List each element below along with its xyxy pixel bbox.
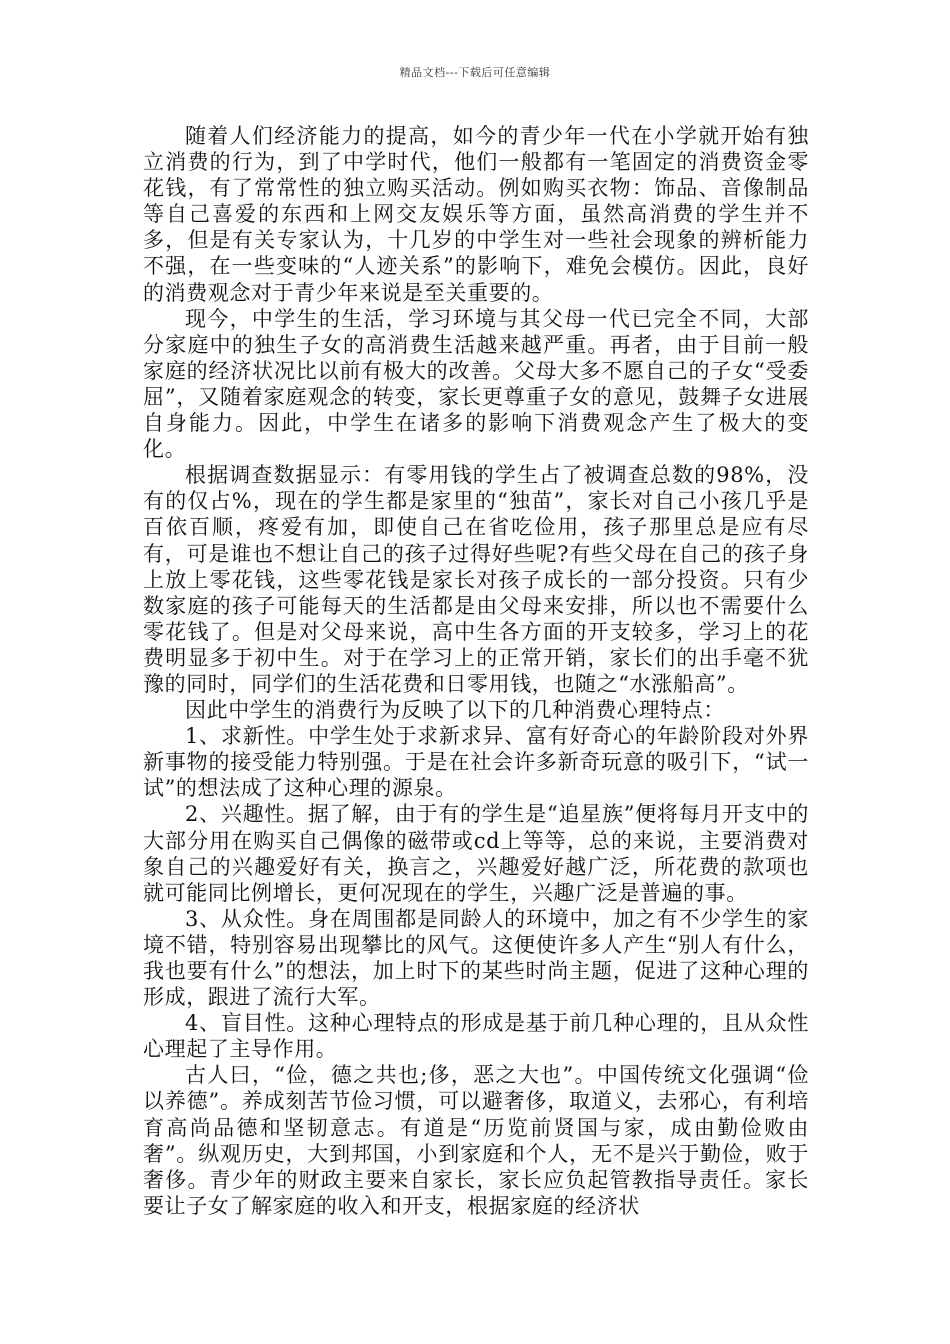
paragraph: 根据调查数据显示：有零用钱的学生占了被调查总数的98%，没有的仅占%，现在的学生都是家里的“独苗”，家长对自己小孩几乎是百依百顺，疼爱有加，即使自己在省吃俭用，孩子那里总是应有尽有，可是谁也不想让自己的孩子过得好些呢?有些父母在自己的孩子身上放上零花钱，这些零花钱是家长对孩子成长的一部分投资。只有少数家庭的孩子可能每天的生活都是由父母来安排，所以也不需要什么零花钱了。但是对父母来说，高中生各方面的开支较多，学习上的花费明显多于初中生。对于在学习上的正常开销，家长们的出手毫不犹豫的同时，同学们的生活花费和日零用钱，也随之“水涨船高”。	[143, 463, 809, 696]
page-header: 精品文档---下载后可任意编辑	[399, 66, 551, 79]
paragraph: 1、求新性。中学生处于求新求异、富有好奇心的年龄阶段对外界新事物的接受能力特别强。于是在社会许多新奇玩意的吸引下，“试一试”的想法成了这种心理的源泉。	[143, 724, 809, 801]
document-body	[143, 123, 809, 1219]
paragraph: 2、兴趣性。据了解，由于有的学生是“追星族”便将每月开支中的大部分用在购买自己偶像的磁带或cd上等等，总的来说，主要消费对象自己的兴趣爱好有关，换言之，兴趣爱好越广泛，所花费的款项也就可能同比例增长，更何况现在的学生，兴趣广泛是普遍的事。	[143, 802, 809, 905]
paragraph: 随着人们经济能力的提高，如今的青少年一代在小学就开始有独立消费的行为，到了中学时代，他们一般都有一笔固定的消费资金零花钱，有了常常性的独立购买活动。例如购买衣物：饰品、音像制品等自己喜爱的东西和上网交友娱乐等方面，虽然高消费的学生并不多，但是有关专家认为，十几岁的中学生对一些社会现象的辨析能力不强，在一些变味的“人迹关系”的影响下，难免会模仿。因此，良好的消费观念对于青少年来说是至关重要的。	[143, 124, 809, 305]
paragraph: 古人曰，“俭，德之共也;侈，恶之大也”。中国传统文化强调“俭以养德”。养成刻苦节俭习惯，可以避奢侈，取道义，去邪心，有利培育高尚品德和坚韧意志。有道是“历览前贤国与家，成由勤俭败由奢”。纵观历史，大到邦国，小到家庭和个人，无不是兴于勤俭，败于奢侈。青少年的财政主要来自家长，家长应负起管教指导责任。家长要让子女了解家庭的收入和开支，根据家庭的经济状	[143, 1063, 809, 1218]
paragraph: 现今，中学生的生活，学习环境与其父母一代已完全不同，大部分家庭中的独生子女的高消费生活越来越严重。再者，由于目前一般家庭的经济状况比以前有极大的改善。父母大多不愿自己的子女“受委屈”，又随着家庭观念的转变，家长更尊重子女的意见，鼓舞子女进展自身能力。因此，中学生在诸多的影响下消费观念产生了极大的变化。	[143, 306, 809, 462]
paragraph: 因此中学生的消费行为反映了以下的几种消费心理特点：	[185, 698, 725, 723]
paragraph: 3、从众性。身在周围都是同龄人的环境中，加之有不少学生的家境不错，特别容易出现攀比的风气。这便使许多人产生“别人有什么，我也要有什么”的想法，加上时下的某些时尚主题，促进了这种心理的形成，跟进了流行大军。	[143, 906, 809, 1010]
paragraph: 4、盲目性。这种心理特点的形成是基于前几种心理的，且从众性心理起了主导作用。	[143, 1011, 809, 1062]
